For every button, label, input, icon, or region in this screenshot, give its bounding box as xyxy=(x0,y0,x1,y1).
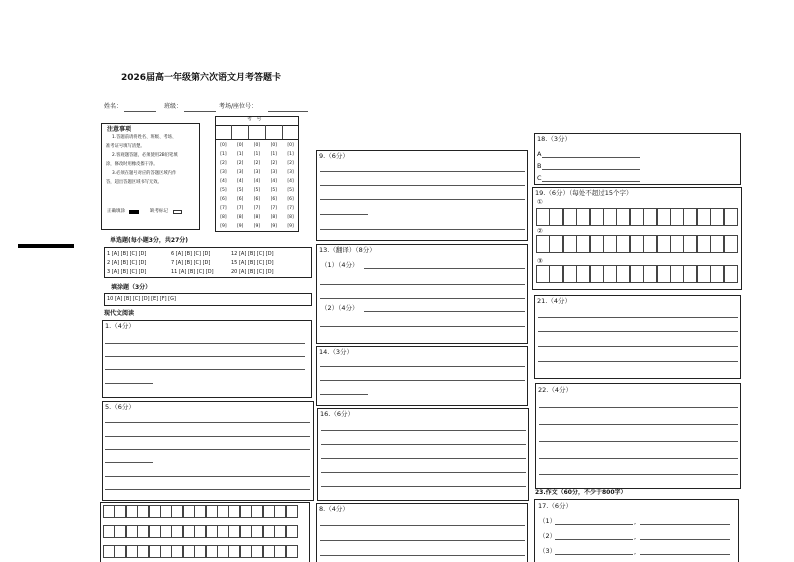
q13-2-label: （2）（4分） xyxy=(321,304,359,312)
mc-row-2-col-3[interactable]: 15 [A] [B] [C] [D] xyxy=(231,260,274,266)
q9-line[interactable] xyxy=(320,185,525,186)
q18-c-line[interactable] xyxy=(542,181,640,182)
name-label: 姓名： xyxy=(104,103,123,110)
name-field[interactable] xyxy=(124,111,156,112)
q22-line[interactable] xyxy=(539,441,738,442)
q16-box xyxy=(317,408,529,501)
q17-3-line-a[interactable] xyxy=(555,554,633,555)
mc-row-3-col-2[interactable]: 11 [A] [B] [C] [D] xyxy=(171,269,214,275)
q17-2-line-b[interactable] xyxy=(640,539,730,540)
q5-line[interactable] xyxy=(105,489,310,490)
q14-label: 14.（3分） xyxy=(319,348,353,356)
q13-1-line[interactable] xyxy=(364,268,525,269)
mc-row-2-col-1[interactable]: 2 [A] [B] [C] [D] xyxy=(107,260,147,266)
left-writing-grid-row[interactable] xyxy=(103,545,297,558)
q22-line[interactable] xyxy=(539,407,738,408)
q5-line[interactable] xyxy=(105,462,153,463)
q19-2-grid[interactable] xyxy=(536,235,737,253)
class-label: 班级： xyxy=(164,103,183,110)
mc-row-2-col-2[interactable]: 7 [A] [B] [C] [D] xyxy=(171,260,211,266)
q8-line[interactable] xyxy=(320,540,525,541)
q19-3-label: ③ xyxy=(537,257,543,265)
exam-no-digit-grid[interactable]: [0] [1] [2] [3] [4] [5] [6] [7] [8] [9] [0] [1] [2] [3] [4] [5] [6] [7] [8] [9] [0] [1] [2] [3] [4] [5] [6] [7] [8] [9] [0] [1] [2] [3] [4] [5] [6] [7] [8] [9] [0] [1] [2] [3] [4] [5] [6] [7] [8] [9] xyxy=(220,143,294,229)
q13-line[interactable] xyxy=(320,326,525,327)
q21-line[interactable] xyxy=(538,317,738,318)
q13-label: 13.（翻译）（8分） xyxy=(319,246,376,254)
modern-reading-heading: 现代文阅读 xyxy=(104,310,135,317)
q21-line[interactable] xyxy=(538,361,738,362)
q8-line[interactable] xyxy=(320,555,525,556)
q1-line[interactable] xyxy=(105,343,305,344)
left-writing-grid-row[interactable] xyxy=(103,525,297,538)
q21-line[interactable] xyxy=(538,346,738,347)
q13-1-label: （1）（4分） xyxy=(321,261,359,269)
mc-row-1-col-2[interactable]: 6 [A] [B] [C] [D] xyxy=(171,251,211,257)
notes-title: 注意事项 xyxy=(107,126,132,133)
room-field[interactable] xyxy=(268,111,308,112)
q5-line[interactable] xyxy=(105,422,310,423)
q9-box xyxy=(316,150,528,241)
exam-no-write-cells[interactable] xyxy=(215,125,299,139)
q18-label: 18.（3分） xyxy=(537,135,571,143)
q13-line[interactable] xyxy=(320,284,525,285)
q22-line[interactable] xyxy=(539,424,738,425)
q22-line[interactable] xyxy=(539,458,738,459)
q17-3-line-b[interactable] xyxy=(640,554,730,555)
q14-line[interactable] xyxy=(320,366,525,367)
q21-box xyxy=(534,295,741,379)
q5-line[interactable] xyxy=(105,436,310,437)
q13-line[interactable] xyxy=(320,298,525,299)
side-bar-mark xyxy=(18,244,74,248)
q17-1-line-b[interactable] xyxy=(640,524,730,525)
q22-line[interactable] xyxy=(539,474,738,475)
q1-line[interactable] xyxy=(105,369,305,370)
mc-row-3-col-1[interactable]: 3 [A] [B] [C] [D] xyxy=(107,269,147,275)
q17-label: 17.（6分） xyxy=(538,502,572,510)
q18-a-line[interactable] xyxy=(542,157,640,158)
mc-row-1-col-1[interactable]: 1 [A] [B] [C] [D] xyxy=(107,251,147,257)
q14-line[interactable] xyxy=(320,394,368,395)
q5-box xyxy=(102,401,314,501)
q9-line[interactable] xyxy=(320,229,525,230)
fill-row[interactable]: 10 [A] [B] [C] [D] [E] [F] [G] xyxy=(107,296,176,302)
class-field[interactable] xyxy=(184,111,216,112)
q14-line[interactable] xyxy=(320,380,525,381)
q9-line[interactable] xyxy=(320,214,368,215)
q8-line[interactable] xyxy=(320,525,525,526)
correct-fill-example xyxy=(129,210,139,214)
q19-3-grid[interactable] xyxy=(536,265,737,283)
q16-line[interactable] xyxy=(321,444,526,445)
q13-box xyxy=(316,244,528,344)
fill-title: 填涂题（3分） xyxy=(111,284,152,291)
mc-title: 单选题(每小题3分，共27分) xyxy=(110,237,189,244)
absent-mark-box[interactable] xyxy=(173,210,182,214)
q5-line[interactable] xyxy=(105,449,310,450)
q18-b-label: B xyxy=(537,162,542,170)
q19-1-label: ① xyxy=(537,198,543,206)
q9-line[interactable] xyxy=(320,171,525,172)
q17-2-label: （2） xyxy=(539,532,557,540)
q19-label: 19.（6分）（每处不超过15个字） xyxy=(535,189,633,197)
q5-label: 5.（6分） xyxy=(105,403,135,411)
q16-line[interactable] xyxy=(321,430,526,431)
q1-box xyxy=(102,320,312,398)
absent-mark-label: 缺考标记 xyxy=(150,209,168,214)
q17-1-label: （1） xyxy=(539,517,557,525)
q19-2-label: ② xyxy=(537,227,543,235)
exam-no-label: 考 号 xyxy=(247,117,262,122)
q17-2-line-a[interactable] xyxy=(555,539,633,540)
q21-label: 21.（4分） xyxy=(537,297,571,305)
q23-label: 23.作文（60分，不少于800字） xyxy=(535,489,627,496)
q16-line[interactable] xyxy=(321,486,526,487)
mc-row-3-col-3[interactable]: 20 [A] [B] [C] [D] xyxy=(231,269,274,275)
q18-b-line[interactable] xyxy=(542,169,640,170)
q16-line[interactable] xyxy=(321,472,526,473)
q9-label: 9.（6分） xyxy=(319,152,349,160)
q9-line[interactable] xyxy=(320,199,525,200)
q17-1-line-a[interactable] xyxy=(555,524,633,525)
q19-1-grid[interactable] xyxy=(536,208,737,226)
q5-line[interactable] xyxy=(105,476,310,477)
q16-line[interactable] xyxy=(321,458,526,459)
q18-a-label: A xyxy=(537,150,542,158)
q21-line[interactable] xyxy=(538,331,738,332)
room-label: 考场/座位号： xyxy=(219,103,258,110)
q18-c-label: C xyxy=(537,174,542,182)
mc-row-1-col-3[interactable]: 12 [A] [B] [C] [D] xyxy=(231,251,274,257)
page-title: 2026届高一年级第六次语文月考答题卡 xyxy=(121,73,282,83)
q1-label: 1.（4分） xyxy=(105,322,135,330)
left-writing-grid-row[interactable] xyxy=(103,505,297,518)
q13-2-line[interactable] xyxy=(364,311,525,312)
q1-line[interactable] xyxy=(105,356,305,357)
correct-fill-label: 正确填涂 xyxy=(107,209,125,214)
notes-text: 1.答题前请将姓名、班级、考场、 准考证号填写清楚。 2.客观题答题，必须使用2B铅笔填 涂，修改时用橡皮擦干净。 3.必须在题号对应的答题区域内作 答，超出答题区域书写无效。 xyxy=(106,135,178,185)
q16-label: 16.（6分） xyxy=(320,410,354,418)
q22-label: 22.（4分） xyxy=(538,386,572,394)
q17-3-label: （3） xyxy=(539,547,557,555)
q1-line[interactable] xyxy=(105,383,153,384)
q8-label: 8.（4分） xyxy=(319,505,349,513)
